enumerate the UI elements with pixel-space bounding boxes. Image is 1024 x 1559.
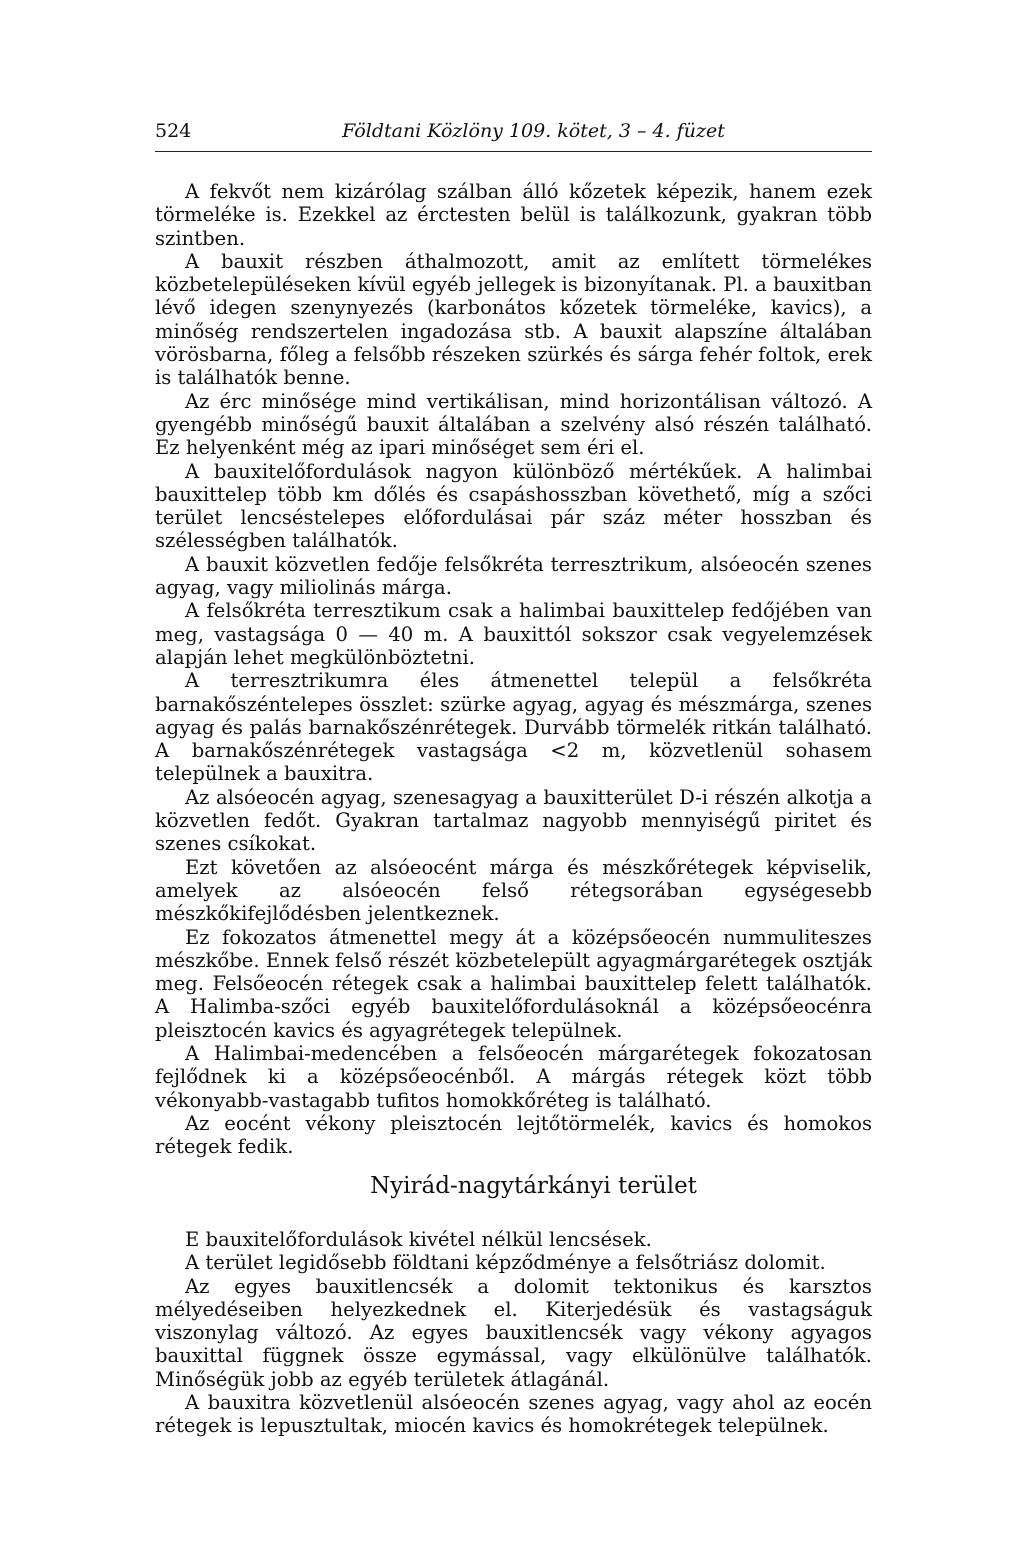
running-head [155,120,872,146]
paragraph: Az alsóeocén agyag, szenesagyag a bauxitterület D-i részén alkotja a közvetlen fedőt. Gyakran tartalmaz nagyobb mennyiségű piritet és szenes csíkokat. [155,785,872,856]
paragraph: Az érc minősége mind vertikálisan, mind horizontálisan változó. A gyengébb minőségű bauxit általában a szelvény alsó részén található. Ez helyenként még az ipari minőséget sem éri el. [155,389,872,460]
paragraph: A terület legidősebb földtani képződménye a felsőtriász dolomit. [185,1251,826,1275]
paragraph: A bauxit részben áthalmozott, amit az említett törmelékes közbetelepüléseken kívül egyéb jellegek is bizonyítanak. Pl. a bauxitban lévő idegen szenynyezés (karbonátos kőzetek törmeléke, kavics), a minőség rendszertelen ingadozása stb. A bauxit alapszíne általában vörösbarna, főleg a felsőbb részeken szürkés és sárga fehér foltok, erek is találhatók benne. [155,249,872,390]
paragraph: Az eocént vékony pleisztocén lejtőtörmelék, kavics és homokos rétegek fedik. [155,1111,872,1159]
paragraph: A Halimbai-medencében a felsőeocén márgarétegek fokozatosan fejlődnek ki a középsőeocénből. A márgás rétegek közt több vékonyabb-vastagabb tufitos homokkőréteg is található. [155,1041,872,1112]
paragraph: A fekvőt nem kizárólag szálban álló kőzetek képezik, hanem ezek törmeléke is. Ezekkel az érctesten belül is találkozunk, gyakran több szintben. [155,180,872,250]
journal-title: Földtani Közlöny 109. kötet, 3 – 4. füzet [342,120,725,142]
paragraph: A bauxitra közvetlenül alsóeocén szenes agyag, vagy ahol az eocén rétegek is lepusztultak, miocén kavics és homokrétegek települnek. [155,1391,872,1438]
header-rule [155,151,872,152]
paragraph: Ez fokozatos átmenettel megy át a középsőeocén nummuliteszes mészkőbe. Ennek felső részét közbetelepült agyagmárgarétegek osztják meg. Felsőeocén rétegek csak a halimbai bauxittelep felett találhatók. A Halimba-szőci egyéb bauxitelőfordulásoknál a középsőeocénra pleisztocén kavics és agyagrétegek települnek. [155,925,872,1042]
section-text [155,1228,872,1438]
page-number: 524 [155,120,192,142]
paragraph: Az egyes bauxitlencsék a dolomit tektonikus és karsztos mélyedéseiben helyezkednek el. Kiterjedésük és vastagságuk viszonylag változó. Az egyes bauxitlencsék vagy vékony agyagos bauxittal függnek össze egymással, vagy elkülönülve találhatók. Minőségük jobb az egyéb területek átlagánál. [155,1274,872,1391]
paragraph: A felsőkréta terresztikum csak a halimbai bauxittelep fedőjében van meg, vastagsága 0 — 40 m. A bauxittól sokszor csak vegyelemzések alapján lehet megkülönböztetni. [155,599,872,669]
main-text [155,180,872,1158]
paragraph: A bauxitelőfordulások nagyon különböző mértékűek. A halimbai bauxittelep több km dőlés és csapáshosszban követhető, míg a szőci terület lencséstelepes előfordulásai pár száz méter hosszban és szélességben találhatók. [155,459,872,553]
paragraph: A bauxit közvetlen fedője felsőkréta terresztrikum, alsóeocén szenes agyag, vagy miliolinás márga. [155,552,872,600]
paragraph: Ezt követően az alsóeocént márga és mészkőrétegek képviselik, amelyek az alsóeocén felső rétegsorában egységesebb mészkőkifejlődésben jelentkeznek. [155,855,872,926]
section-title: Nyirád-nagytárkányi terület [370,1173,697,1199]
paragraph: A terresztrikumra éles átmenettel települ a felsőkréta barnakőszéntelepes összlet: szürke agyag, agyag és mészmárga, szenes agyag és palás barnakőszénrétegek. Durvább törmelék ritkán található. A barnakőszénrétegek vastagsága <2 m, közvetlenül sohasem települnek a bauxitra. [155,669,872,786]
paragraph: E bauxitelőfordulások kivétel nélkül lencsések. [185,1228,652,1251]
